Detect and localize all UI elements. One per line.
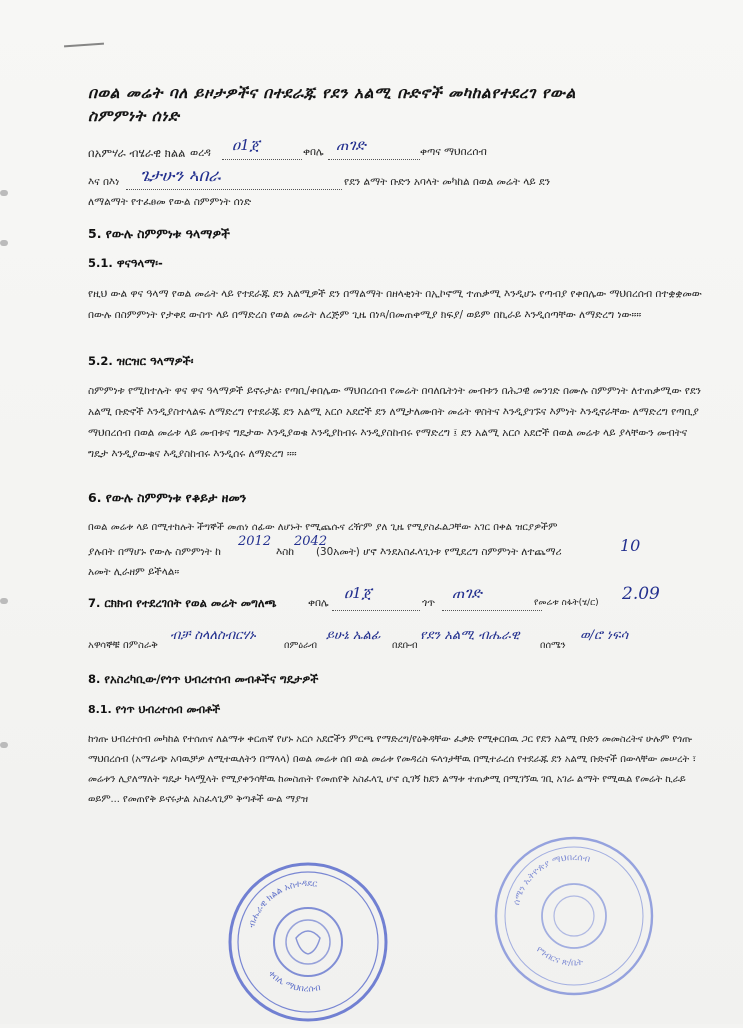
intro-wereda-label: ወረዳ (190, 146, 211, 159)
binding-hole-mark (0, 598, 8, 604)
sec7-east-label: አዋሳኞቹ በምስራቅ (88, 640, 158, 651)
names-handwritten: ጌታሁን ኣበራ (140, 166, 221, 186)
stamp-left-top-text: ብሔራዊ ክልል አስተዳደር (246, 878, 318, 930)
section6-line2-b: እስከ (276, 546, 294, 558)
sec7-west-handwritten: ይሁኔ ኤልፊ (326, 628, 381, 643)
sec7-south-label: በደቡብ (392, 640, 418, 651)
binding-hole-mark (0, 742, 8, 748)
section6-heading: 6. የውሉ ስምምነቱ የቆይታ ዘመን (88, 490, 247, 505)
sec7-south-handwritten: የደን አልሚ ብሔራዊ (420, 628, 520, 643)
svg-text:ብሔራዊ ክልል አስተዳደር (247, 879, 318, 929)
section5-1-heading: 5.1. ዋናዓላማ፡- (88, 256, 163, 270)
intro-community-label: ቀጣና ማህበረሰብ (420, 146, 487, 158)
start-year-handwritten: 2012 (238, 534, 272, 549)
sec7-place-handwritten: ጠገድ (452, 584, 482, 602)
stamp-left-bottom-text: ቀበሌ ማህበረሰብ (265, 968, 322, 995)
section8-heading: 8. የአስረካቢው/የጎጥ ህብረተሰብ መብቶችና ግዴታዎች (88, 672, 319, 686)
kebele-handwritten: ጠገድ (336, 136, 366, 154)
binding-hole-mark (0, 240, 8, 246)
section8-1-heading: 8.1. የጎጥ ህብረተሰብ መብቶች (88, 703, 221, 716)
sec7-north-handwritten: ወ/ሮ ነፍሳ (580, 628, 629, 643)
svg-text:ሰሜን ኢትዮጵያ ማህበረሰብ (512, 853, 591, 906)
sec7-kebele-blank (332, 610, 420, 611)
wereda-blank (222, 159, 302, 160)
kebele-blank (328, 159, 420, 160)
section5-1-paragraph: የዚህ ውል ዋና ዓላማ የወል መሬት ላይ የተደራጁ ደን አልሚዎች ደን በማልማት በዘላቂነት በኢኮኖሚ ተጠቃሚ እንዲሆኑ የጣብያ የቀበሌው ማህበረሰብ በተቋቋመው በውሉ በስምምነት የታቀደ ውስጥ ላይ በማድረስ የወል መሬት ለረጅም ጊዜ በነጻ/በመጠቀሚያ ክፍያ/ ወይም በኪራይ እንዲሰጣቸው ለማድረግ ነው።። (88, 288, 702, 321)
binding-hole-mark (0, 190, 8, 196)
sec7-kebele-handwritten: ዐ1ጀ (344, 584, 372, 602)
section6-line1: በወል መሬቱ ላይ በሚተከሉት ችግኞች መጠነ ሰፊው ለሆኑት የሚጨሱና ረዥም ያለ ጊዜ የሚያስፈልጋቸው አገር በቀል ዝርያዎችም (88, 522, 558, 533)
document-title-line1: በወል መሬት ባለ ይዞታዎችና በተደራጁ የደን አልሚ ቡድኖች መካከልየተደረገ የውል (88, 84, 576, 102)
sec7-east-handwritten: ብቻ ስላለስብርሃኑ (170, 628, 256, 643)
section5-heading: 5. የውሉ ስምምነቱ ዓላማዎች (88, 226, 230, 241)
extra-years-handwritten: 10 (620, 536, 641, 555)
section8-1-paragraph: ከጎጡ ህብረተሰብ መካከል የተሰጠና ለልማቱ ቀርጠኛ የሆኑ አርሶ አደሮችን ምርጫ የማድረግ/የዕቅዳቸው ፈቃድ የሚቀርበዉ ጋር የደን አልሚ ቡድን መመስረትና ሁሉም የጎጡ ማህበረሰብ (አማራጭ አባዉቻዎ ለሚተዉለትን በማላላ) በወል መሬቱ ሰበ ወል መሬቱ የመዳረስ ፍላጎታቸዉ በሚተራረሰ የተደራጁ ደን አልሚ ቡድኖች በውላቸው መሠረት ፣ መሬቱን ሊያለማለት ግዴታ ካላሟላት የሚያቀንሳቸዉ ከመስጠት የመጠየቅ አስፈላጊ ሆኖ ሲገኝ ከደን ልማቱ ተጠቃሚ በሚገኘዉ ገቢ አገራ ልማት የሚዉል የመሬት ኪራይ ወይም... የመጠየቅ ይኖሩታል አስፈላጊም ቅጣቶች ውል ማያዝ (88, 734, 697, 805)
wereda-handwritten: ዐ1ጀ (232, 136, 260, 154)
section5-2-heading: 5.2. ዝርዝር ዓላማዎች፡ (88, 354, 194, 368)
sec7-west-label: በምዕራብ (284, 640, 318, 651)
section7-heading: 7. ርክክብ የተደረገበት የወል መሬት መግለጫ (88, 596, 277, 610)
sec7-north-label: በሰሜን (540, 640, 566, 651)
official-stamp-right (492, 834, 656, 1002)
end-year-handwritten: 2042 (294, 534, 328, 549)
sec7-area-handwritten: 2.09 (622, 584, 660, 604)
names-blank (126, 189, 342, 190)
sec7-area-label: የመሬቱ ስፋት(ሄ/ር) (534, 598, 599, 608)
official-stamp-left (226, 860, 390, 1028)
section5-2-paragraph: ስምምነቱ የሚከተሉት ዋና ዋና ዓላማዎች ይኖሩታል፡ የጣቢ/ቀበሌው ማህበረሰብ የመሬት በባለቤትነት መብቱን በሕጋዊ መንገድ በሙሉ ስምምነት ለተጠቃሚው የደን አልሚ ቡድኖች እንዲያስተላልፍ ለማድረግ የተደራጁ ደን አልሚ አርሶ አደሮች ደን ለሚታለሙበት መሬት ዋስትና እንዲያገኙና እምነት እንዲኖራቸው ለማድረግ የጣቢያ ማህበረሰብ በወል መሬቱ ላይ መብቱና ግዴታው እንዲያወቁ እንዲያከብሩ እንዲያስከብሩ የማድረግ ፤ ደን አልሚ አርሶ አደሮች በወል መሬቱ ላይ ያላቸውን መብትና ግዴታ እንዲያውቁና እዲያስከብሩ እንዲሰሩ ለማድረግ ።። (88, 385, 701, 460)
stamp-right-bottom-text: የግብርና ጽ/ቤት (534, 944, 584, 969)
intro-line3-text: ለማልማት የተፈፀመ የውል ስምምነት ሰነድ (88, 196, 252, 208)
document-title-line2: ስምምነት ሰነድ (88, 107, 180, 125)
intro-region: በአምሃራ ብሄራዊ ክልል (88, 146, 186, 160)
sec7-place-blank (442, 610, 542, 611)
pen-mark (64, 43, 104, 48)
stamp-right-top-text: ሰሜን ኢትዮጵያ ማህበረሰብ (512, 852, 592, 907)
section6-line2-a: ያሉበት በማሆኑ የውሉ ስምምነት ከ (88, 546, 221, 558)
intro-line2-text: የደን ልማት ቡድን አባላት መካከል በወል መሬት ላይ ደን (344, 176, 551, 188)
sec7-kebele-label: ቀበሌ (308, 597, 329, 609)
section6-line2-c: (30አመት) ሆኖ እንደአስፈላጊነቱ የሚደረግ ስምምነት ለተጨማሪ (316, 546, 562, 558)
sec7-place-label: ጎጥ (422, 597, 436, 609)
intro-kebele-label: ቀበሌ (303, 146, 324, 158)
section6-line3: አመት ሊራዘም ይችላል። (88, 566, 180, 578)
intro-names-label: እና በእነ (88, 176, 120, 188)
